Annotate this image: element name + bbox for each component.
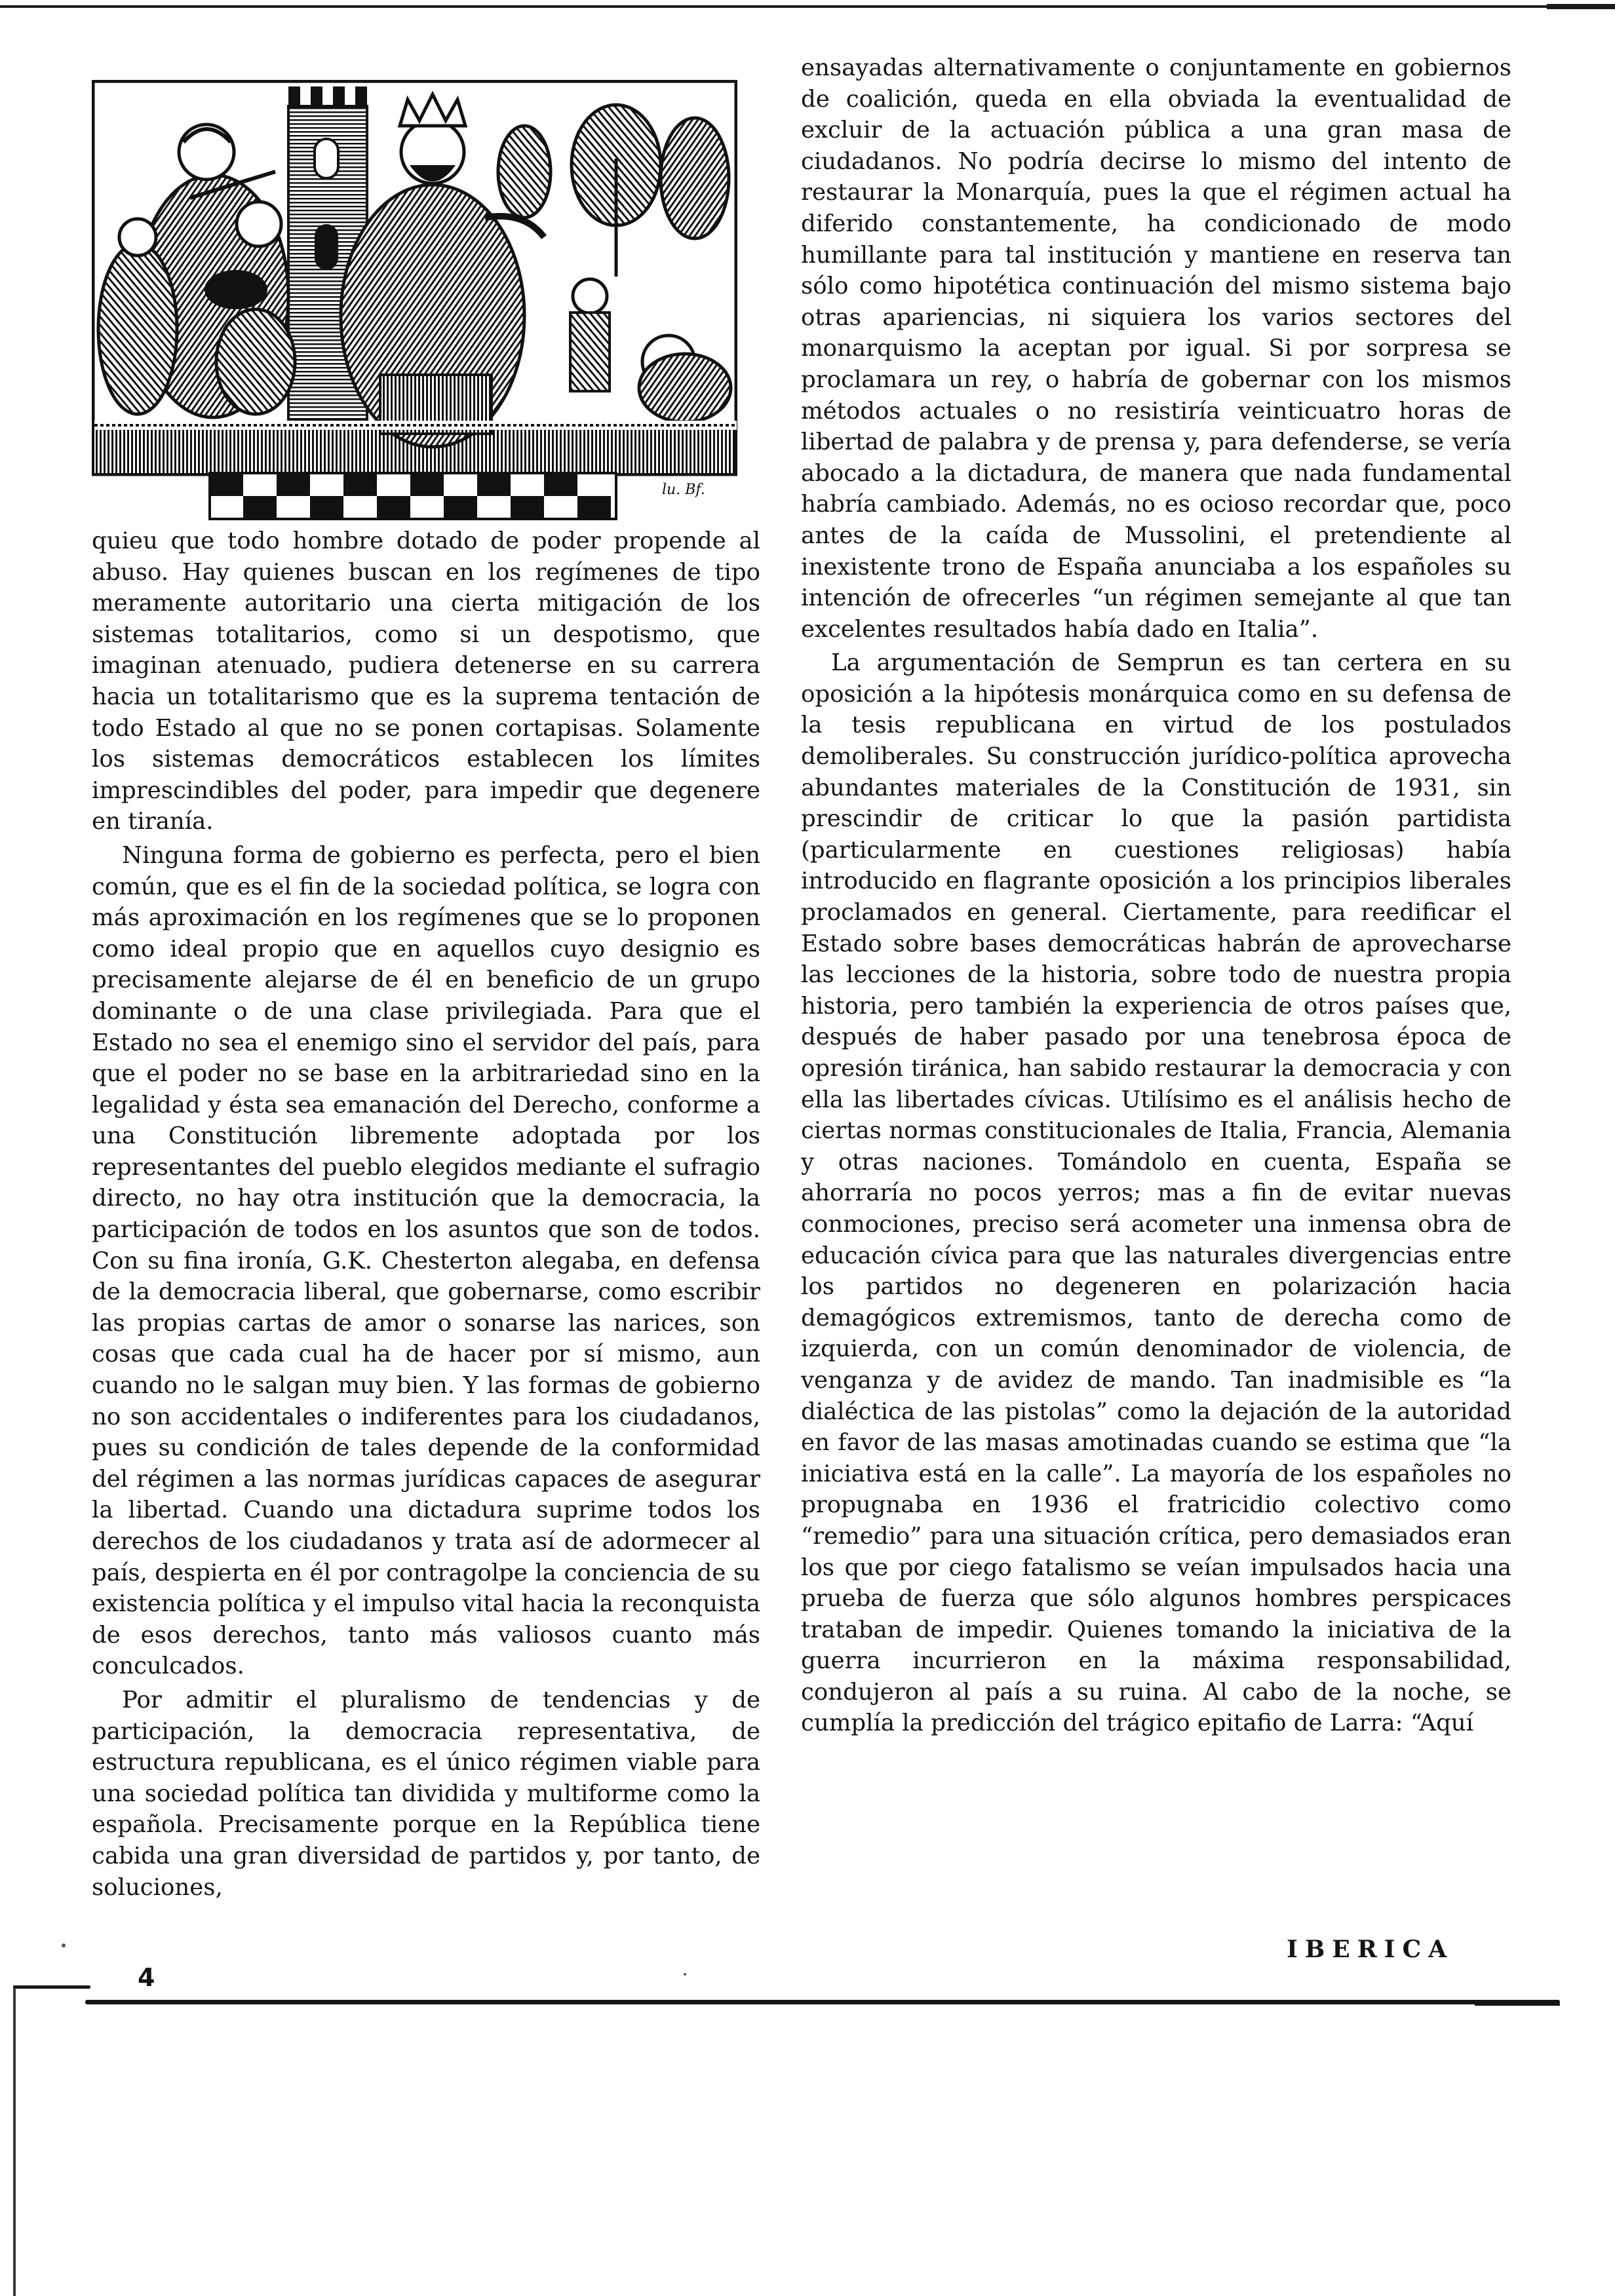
top-rule-accent [1547, 4, 1615, 9]
binding-edge [13, 1988, 16, 2296]
bottom-rule [85, 2000, 1560, 2004]
ink-speck [684, 1973, 686, 1976]
left-column [92, 526, 760, 1903]
margin-tick [13, 1985, 90, 1989]
top-rule [0, 5, 1615, 8]
paragraph: Ninguna forma de gobierno es perfecta, pero el bien común, que es el fin de la sociedad política, se logra con más aproximación en los regímenes que se lo proponen como ideal propio que en aquellos cuyo designio es precisamente alejarse de él en beneficio de un grupo dominante o de una clase privilegiada. Para que el Estado no sea el enemigo sino el servidor del país, para que el poder no se base en la arbitrariedad sino en la legalidad y ésta sea emanación del Derecho, conforme a una Constitución libremente adoptada por los representantes del pueblo elegidos mediante el sufragio directo, no hay otra institución que la democracia, la participación de todos en los asuntos que son de todos. Con su fina ironía, G.K. Chesterton alegaba, en defensa de la democracia liberal, que gobernarse, como escribir las propias cartas de amor o sonarse las narices, son cosas que cada cual ha de hacer por sí mismo, aun cuando no le salgan muy bien. Y las formas de gobierno no son accidentales o indiferentes para los ciudadanos, pues su condición de tales depende de la conformidad del régimen a las normas jurídicas capaces de asegurar la libertad. Cuando una dictadura suprime todos los derechos de los ciudadanos y trata así de adormecer al país, despierta en él por contragolpe la conciencia de su existencia política y el impulso vital hacia la reconquista de esos derechos, tanto más valiosos cuanto más conculcados. [92, 841, 760, 1680]
paragraph: La argumentación de Semprun es tan certera en su oposición a la hipótesis monárquica como en su defensa de la tesis republicana en virtud de los postulados demoliberales. Su construcción jurídico-política aprovecha abundantes materiales de la Constitución de 1931, sin prescindir de criticar lo que la pasión partidista (particularmente en cuestiones religiosas) había introducido en flagrante oposición a los principios liberales proclamados en general. Ciertamente, para reedificar el Estado sobre bases democráticas habrán de aprovecharse las lecciones de la historia, sobre todo de nuestra propia historia, pero también la experiencia de otros países que, después de haber pasado por una tenebrosa época de opresión tiránica, han sabido restaurar la democracia y con ella las libertades cívicas. Utilísimo es el análisis hecho de ciertas normas constitucionales de Italia, Francia, Alemania y otras naciones. Tomándolo en cuenta, España se ahorraría no pocos yerros; mas a fin de evitar nuevas conmociones, preciso será acometer una inmensa obra de educación cívica para que las naturales divergencias entre los partidos no degeneren en polarización hacia demagógicos extremismos, tanto de derecha como de izquierda, con un común denominador de violencia, de venganza y de avidez de mando. Tan inadmisible es “la dialéctica de las pistolas” como la dejación de la autoridad en favor de las masas amotinadas cuando se estima que “la iniciativa está en la calle”. La mayoría de los españoles no propugnaba en 1936 el fratricidio colectivo como “remedio” para una situación crítica, pero demasiados eran los que por ciego fatalismo se veían impulsados hacia una prueba de fuerza que sólo algunos hombres perspicaces trataban de impedir. Quienes tomando la iniciativa de la guerra incurrieron en la máxima responsabilidad, condujeron al país a su ruina. Al cabo de la noche, se cumplía la predicción del trágico epitafio de Larra: “Aquí [801, 649, 1511, 1737]
right-column [801, 52, 1511, 1739]
illustration-signature: lu. Bf. [662, 482, 705, 498]
page-number: 4 [138, 1963, 155, 1992]
bottom-rule-accent [1475, 2004, 1560, 2006]
ink-speck [62, 1943, 66, 1947]
paragraph: Por admitir el pluralismo de tendencias y de participación, la democracia representativa, de estructura republicana, es el único régimen viable para una sociedad política tan dividida y multiforme como la española. Precisamente porque en la República tiene cabida una gran diversidad de partidos y, por tanto, de soluciones, [92, 1686, 760, 1901]
paragraph: quieu que todo hombre dotado de poder propende al abuso. Hay quienes buscan en los regímenes de tipo meramente autoritario una cierta mitigación de los sistemas totalitarios, como si un despotismo, que imaginan atenuado, pudiera detenerse en su carrera hacia un totalitarismo que es la suprema tentación de todo Estado al que no se ponen cortapisas. Solamente los sistemas democráticos establecen los límites imprescindibles del poder, para impedir que degenere en tiranía. [92, 527, 760, 835]
woodcut-illustration [92, 80, 737, 520]
checkerboard-floor [210, 473, 616, 519]
paragraph: ensayadas alternativamente o conjuntamente en gobiernos de coalición, queda en ella obviada la eventualidad de excluir de la actuación pública a una gran masa de ciudadanos. No podría decirse lo mismo del intento de restaurar la Monarquía, pues la que el régimen actual ha diferido constantemente, ha condicionado de modo humillante para tal institución y mantiene en reserva tan sólo como hipotética continuación del mismo sistema bajo otras apariencias, ni siquiera los varios sectores del monarquismo la aceptan por igual. Si por sorpresa se proclamara un rey, o habría de gobernar con los mismos métodos actuales o no resistiría veinticuatro horas de libertad de palabra y de prensa y, para defenderse, se vería abocado a la dictadura, de manera que nada fundamental habría cambiado. Además, no es ocioso recordar que, poco antes de la caída de Mussolini, el pretendiente al inexistente trono de España anunciaba a los españoles su intención de ofrecerles “un régimen semejante al que tan excelentes resultados había dado en Italia”. [801, 54, 1511, 643]
journal-name: IBERICA [1287, 1936, 1454, 1963]
